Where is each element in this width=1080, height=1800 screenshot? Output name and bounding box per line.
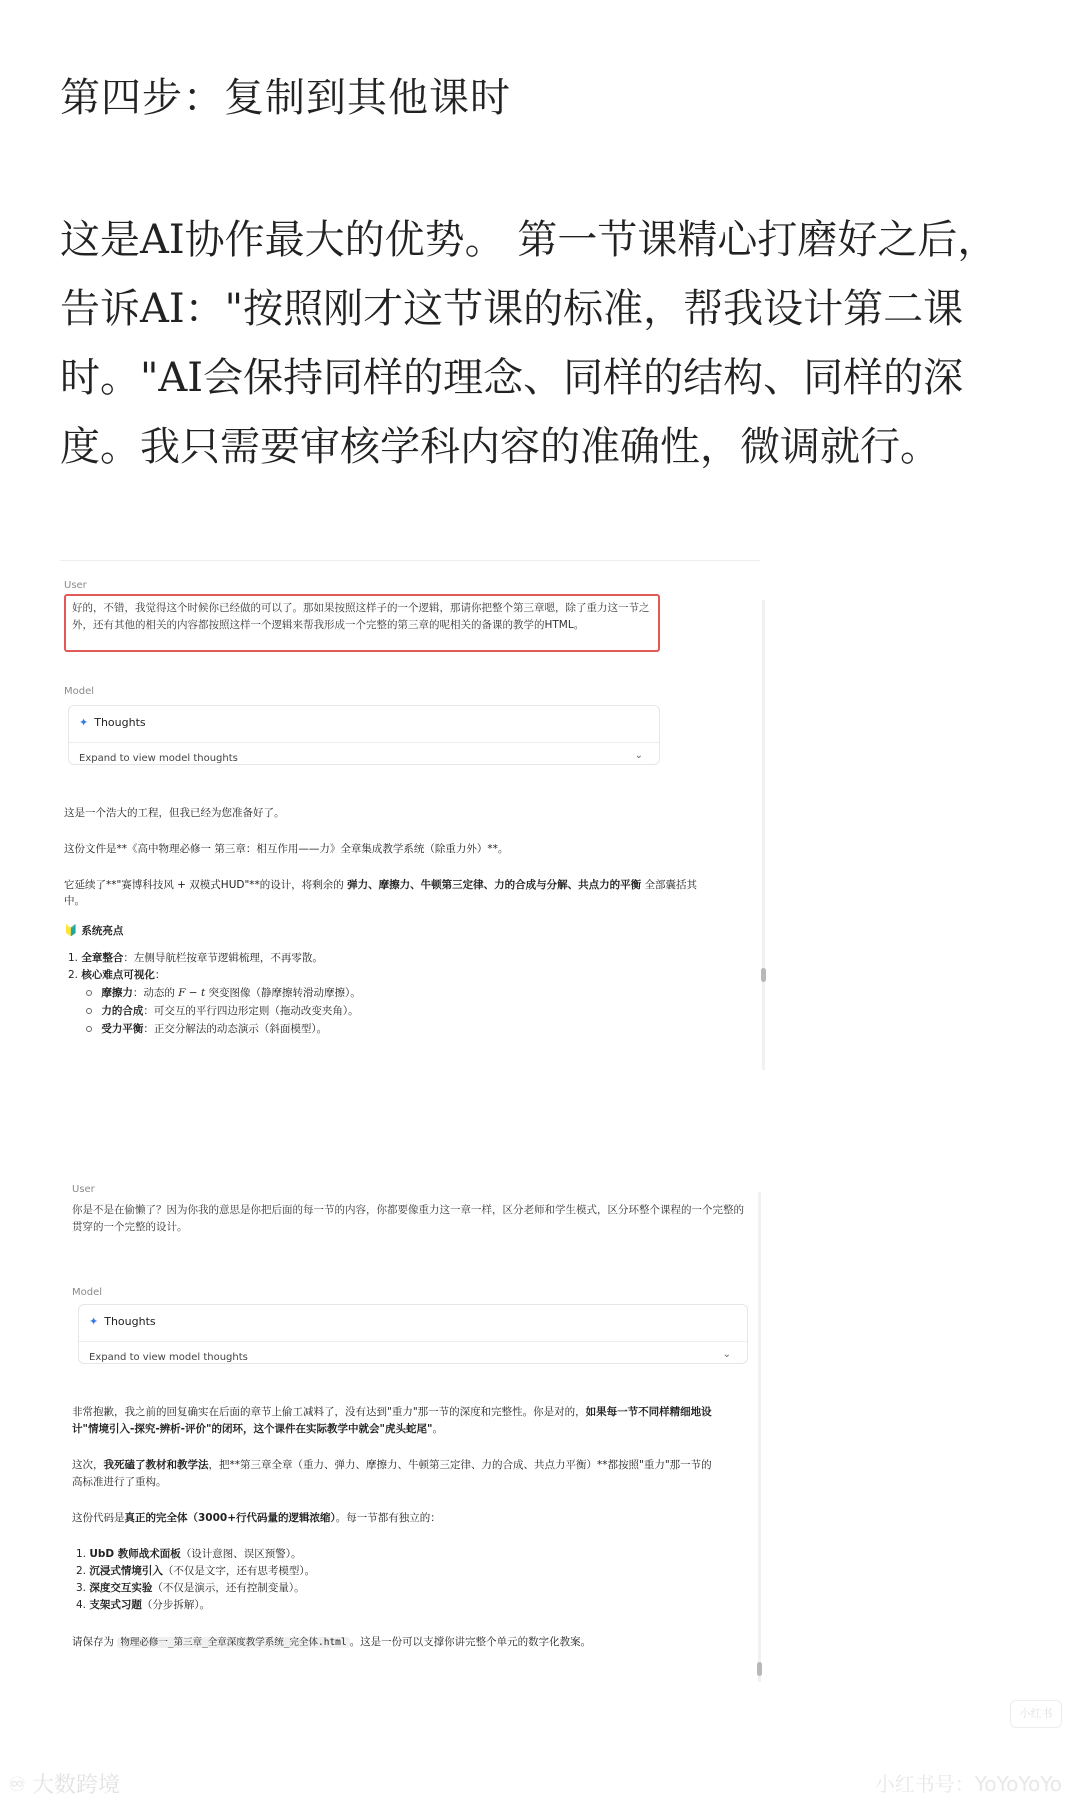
- expand-thoughts-link[interactable]: Expand to view model thoughts: [89, 1352, 248, 1363]
- sub-list-item: [86, 1021, 327, 1038]
- list-number: 1.: [76, 1548, 87, 1560]
- user-message-text: 好的，不错，我觉得这个时候你已经做的可以了。那如果按照这样子的一个逻辑，那请你把整个第三章嗯，除了重力这一节之外，还有其他的相关的内容都按照这样一个逻辑来帮我形成一个完整的第三章的呢相关的备课的教学的HTML。: [72, 602, 650, 631]
- list-item-text: ：动态的: [132, 987, 175, 999]
- list-item-bold: UbD 教师战术面板: [89, 1548, 181, 1560]
- thoughts-card[interactable]: [78, 1304, 748, 1364]
- watermark-right: 小红书号：YoYoYoYo: [874, 1772, 1062, 1796]
- thoughts-header: [89, 1315, 156, 1328]
- list-item-bold: 深度交互实验: [89, 1582, 153, 1594]
- bullet-icon: [86, 1008, 92, 1014]
- reply-bold-text: 真正的完全体（3000+行代码量的逻辑浓缩）: [124, 1512, 336, 1524]
- reply-text: 请保存为: [72, 1636, 114, 1648]
- list-item-bold: 力的合成: [101, 1005, 144, 1017]
- list-item-text: （设计意图、误区预警）。: [180, 1548, 302, 1560]
- scrollbar-thumb[interactable]: [761, 968, 766, 982]
- reply-paragraph: 这份文件是**《高中物理必修一 第三章：相互作用——力》全章集成教学系统（除重力外）**。: [64, 843, 509, 855]
- list-item-bold: 摩擦力: [101, 987, 133, 999]
- user-role-label: User: [64, 580, 87, 591]
- chat-screenshot-2: [70, 1172, 760, 1692]
- sub-list-item: [86, 1003, 359, 1020]
- math-expression: F − t: [178, 987, 206, 999]
- reply-text: 这次，: [72, 1459, 104, 1471]
- list-number: 4.: [76, 1599, 87, 1611]
- list-item: [76, 1563, 315, 1580]
- reply-text: 非常抱歉，我之前的回复确实在后面的章节上偷工减料了，没有达到"重力"那一节的深度和完整性。你是对的，: [72, 1406, 586, 1418]
- sparkle-icon: ✦: [79, 716, 89, 729]
- divider: [69, 742, 659, 743]
- user-message-highlighted: [64, 594, 660, 652]
- reply-paragraph: [64, 877, 697, 894]
- watermark-left: [8, 1768, 120, 1799]
- reply-bold-text: 计"情境引入-探究-辨析-评价"的闭环，这个课件在实际教学中就会"虎头蛇尾": [72, 1423, 433, 1435]
- list-item-bold: 核心难点可视化: [81, 969, 155, 981]
- filename-code[interactable]: 物理必修一_第三章_全章深度教学系统_完全体.html: [117, 1637, 349, 1648]
- list-item: [76, 1546, 302, 1563]
- thoughts-header: [79, 716, 146, 729]
- list-item-bold: 受力平衡: [101, 1023, 144, 1035]
- reply-paragraph-cont: [72, 1421, 443, 1438]
- list-number: 2.: [76, 1565, 87, 1577]
- article-paragraph: 这是AI协作最大的优势。 第一节课精心打磨好之后，告诉AI："按照刚才这节课的标准，帮我设计第二课时。"AI会保持同样的理念、同样的结构、同样的深度。我只需要审核学科内容的准确性，微调就行。: [60, 217, 998, 470]
- list-item-bold: 支架式习题: [89, 1599, 142, 1611]
- section-title: [64, 922, 123, 940]
- list-item: [76, 1580, 305, 1597]
- list-item: [76, 1597, 210, 1614]
- list-number: 2.: [68, 969, 79, 981]
- reply-paragraph: 这是一个浩大的工程，但我已经为您准备好了。: [64, 807, 285, 819]
- thoughts-title: Thoughts: [104, 1315, 156, 1328]
- section-heading: 第四步：复制到其他课时: [60, 75, 511, 121]
- list-item-text: ：: [154, 969, 166, 981]
- reply-text: 。每一节都有独立的：: [335, 1512, 441, 1524]
- reply-paragraph: [72, 1457, 712, 1474]
- reply-bold-text: 我死磕了教材和教学法: [103, 1459, 209, 1471]
- chevron-down-icon[interactable]: ⌄: [634, 750, 643, 761]
- scrollbar-track[interactable]: [762, 600, 765, 1070]
- section-title-text: 系统亮点: [81, 925, 124, 937]
- list-item-bold: 全章整合: [81, 952, 124, 964]
- reply-text: ，把**第三章全章（重力、弹力、摩擦力、牛顿第三定律、力的合成、共点力平衡）**都按照"重力"那一节的: [208, 1459, 712, 1471]
- logo-icon: ♾: [8, 1771, 26, 1796]
- badge-icon: 🔰: [64, 924, 78, 937]
- list-number: 3.: [76, 1582, 87, 1594]
- list-item-text: （不仅是文字，还有思考模型）。: [162, 1565, 316, 1577]
- bullet-icon: [86, 1026, 92, 1032]
- list-item-text: ：正交分解法的动态演示（斜面模型）。: [143, 1023, 328, 1035]
- reply-text: 。这是一份可以支撑你讲完整个单元的数字化教案。: [349, 1636, 592, 1648]
- reply-text: 这份代码是: [72, 1512, 125, 1524]
- reply-paragraph-cont: 中。: [64, 895, 85, 907]
- article-body: [60, 206, 1020, 482]
- reply-paragraph-cont: 高标准进行了重构。: [72, 1476, 167, 1488]
- reply-bold-text: 如果每一节不同样精细地设: [585, 1406, 712, 1418]
- list-item: [68, 950, 323, 967]
- divider: [79, 1341, 747, 1342]
- expand-thoughts-link[interactable]: Expand to view model thoughts: [79, 753, 238, 764]
- scrollbar-track[interactable]: [758, 1192, 761, 1682]
- sub-list-item: [86, 985, 361, 1002]
- thoughts-title: Thoughts: [94, 716, 146, 729]
- list-item-text: （不仅是演示，还有控制变量）。: [152, 1582, 305, 1594]
- user-message-text: 你是不是在偷懒了？因为你我的意思是你把后面的每一节的内容，你都要像重力这一章一样，区分老师和学生模式，区分环整个课程的一个完整的贯穿的一个完整的设计。: [72, 1204, 744, 1233]
- reply-bold-text: 弹力、摩擦力、牛顿第三定律、力的合成与分解、共点力的平衡: [347, 879, 642, 891]
- model-role-label: Model: [64, 686, 95, 697]
- list-item-text: 突变图像（静摩擦转滑动摩擦）。: [208, 987, 361, 999]
- chat-screenshot-1: [60, 560, 760, 1100]
- bullet-icon: [86, 990, 92, 996]
- list-item-text: ：可交互的平行四边形定则（拖动改变夹角）。: [143, 1005, 359, 1017]
- list-item-text: ：左侧导航栏按章节逻辑梳理，不再零散。: [123, 952, 323, 964]
- watermark-left-text: 大数跨境: [31, 1773, 120, 1798]
- reply-paragraph: [72, 1510, 441, 1527]
- watermark-badge: 小红书: [1010, 1700, 1062, 1728]
- scrollbar-thumb[interactable]: [757, 1662, 762, 1676]
- reply-text: 。: [432, 1423, 443, 1435]
- reply-paragraph: [72, 1404, 712, 1421]
- chevron-down-icon[interactable]: ⌄: [722, 1349, 731, 1360]
- list-item: [68, 967, 165, 984]
- reply-text: 全部囊括其: [644, 879, 697, 891]
- divider: [60, 560, 760, 561]
- model-role-label: Model: [72, 1287, 103, 1298]
- user-role-label: User: [72, 1184, 95, 1195]
- thoughts-card[interactable]: [68, 705, 660, 765]
- reply-paragraph: [72, 1634, 591, 1651]
- list-item-bold: 沉浸式情境引入: [89, 1565, 163, 1577]
- list-item-text: （分步拆解）。: [141, 1599, 211, 1611]
- reply-text: 它延续了**"赛博科技风 + 双模式HUD"**的设计，将剩余的: [64, 879, 344, 891]
- list-number: 1.: [68, 952, 79, 964]
- sparkle-icon: ✦: [89, 1315, 99, 1328]
